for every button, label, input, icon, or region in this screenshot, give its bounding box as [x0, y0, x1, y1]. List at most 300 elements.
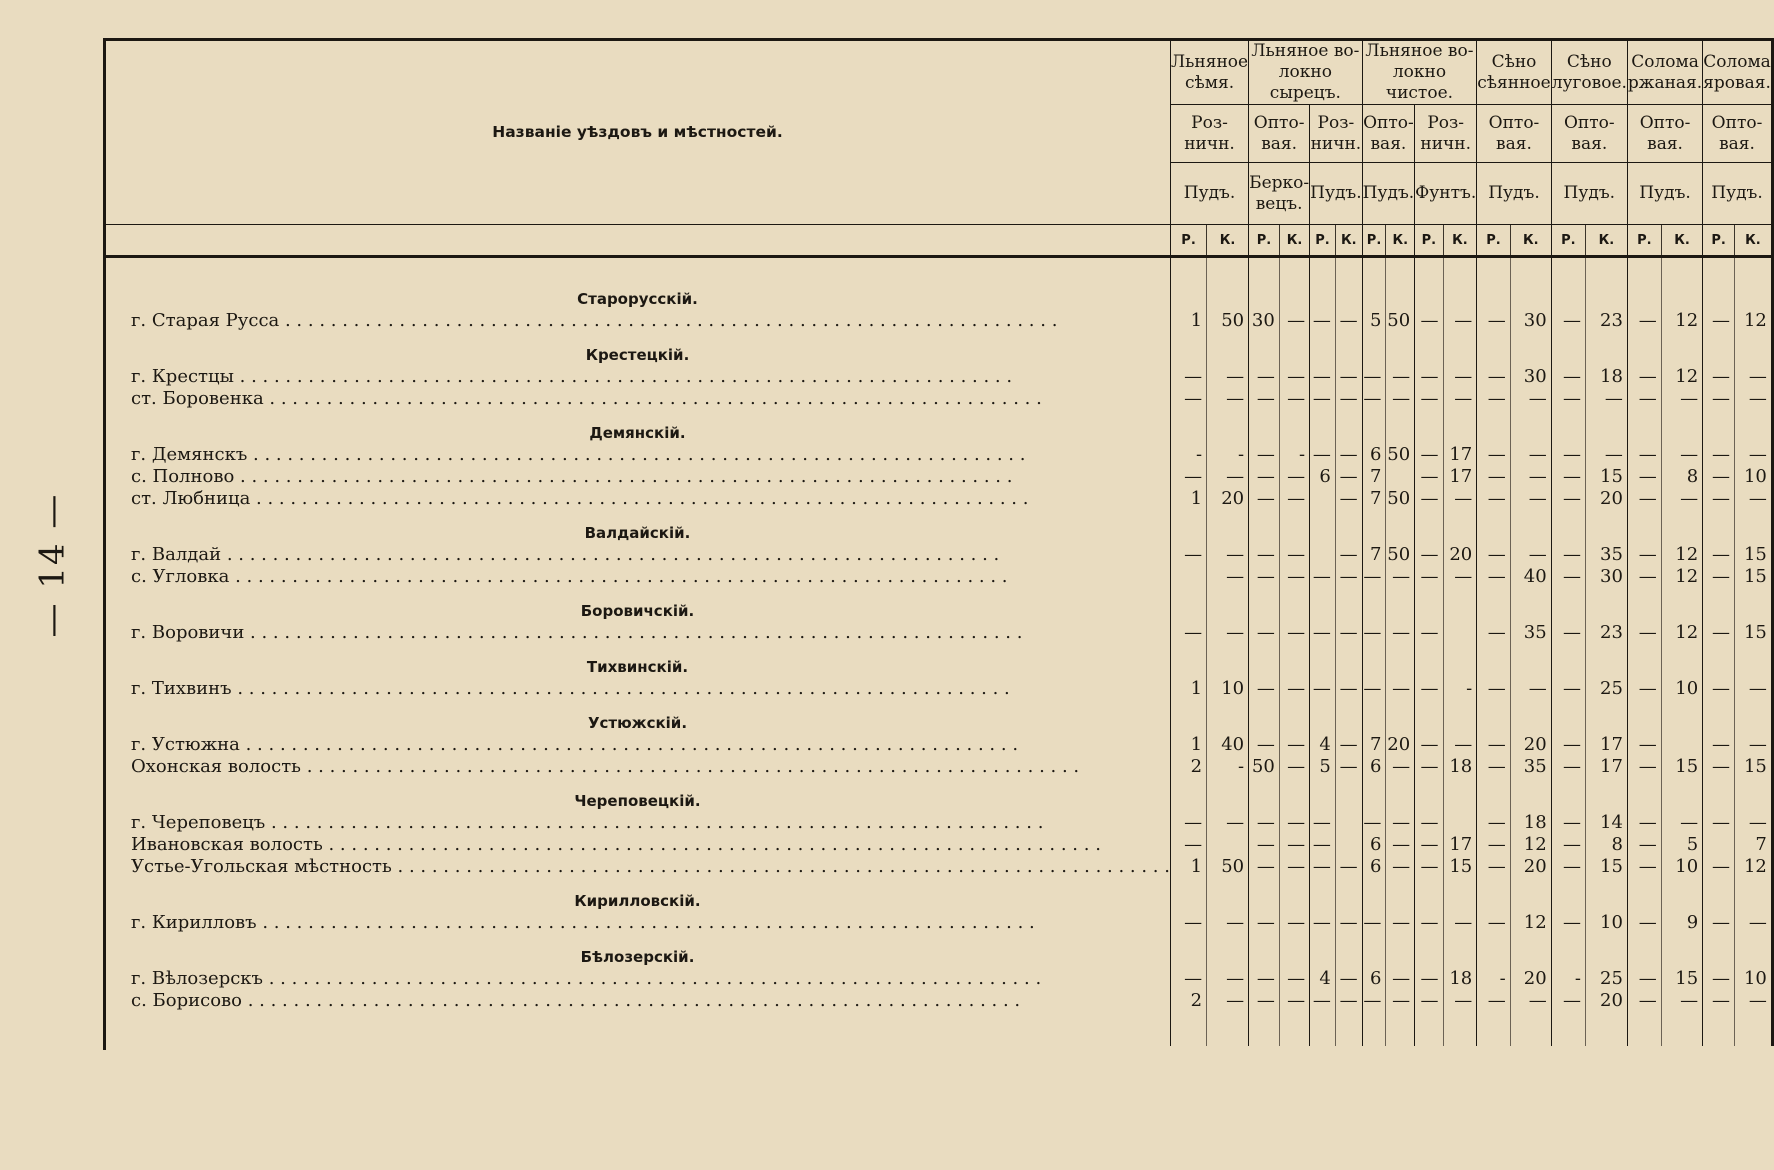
rub-cell — [1310, 878, 1336, 912]
place-name: ст. Любница . . . — [105, 488, 1170, 510]
rub-cell — [1249, 934, 1280, 968]
district-name: Валдайскій. — [584, 524, 691, 542]
kop-cell: — — [1735, 912, 1773, 934]
kop-cell: — — [1207, 466, 1249, 488]
rub-cell — [1551, 410, 1585, 444]
kop-cell: 15 — [1661, 756, 1702, 778]
kop-cell: — — [1443, 310, 1477, 332]
rub-cell: 5 — [1362, 310, 1386, 332]
rub-cell: 4 — [1310, 968, 1336, 990]
kop-cell: 5 — [1661, 834, 1702, 856]
kop-cell: — — [1279, 466, 1309, 488]
kop-cell — [1661, 510, 1702, 544]
rub-cell — [1703, 834, 1735, 856]
kop-cell: — — [1443, 990, 1477, 1012]
rub-cell — [1551, 510, 1585, 544]
kop-cell: 20 — [1207, 488, 1249, 510]
rub-cell: — — [1627, 566, 1661, 588]
kop-cell: — — [1735, 734, 1773, 756]
kop-cell: — — [1279, 388, 1309, 410]
kop-cell: — — [1661, 990, 1702, 1012]
kop-cell — [1386, 934, 1415, 968]
rub-cell: — — [1310, 834, 1336, 856]
rub-cell: — — [1362, 366, 1386, 388]
rub-cell: — — [1415, 544, 1443, 566]
kop-cell: — — [1386, 912, 1415, 934]
district-name: Старорусскій. — [577, 290, 698, 308]
rub-cell: — — [1477, 310, 1511, 332]
kop-cell — [1335, 834, 1362, 856]
spacer-cell — [1207, 257, 1249, 277]
rub-cell — [1477, 934, 1511, 968]
rub-cell: — — [1310, 812, 1336, 834]
kop-cell — [1735, 332, 1773, 366]
kop-cell — [1443, 410, 1477, 444]
district-name: Кирилловскій. — [574, 892, 701, 910]
rub-cell: 7 — [1362, 544, 1386, 566]
rub-cell: — — [1415, 734, 1443, 756]
rub-cell: — — [1627, 622, 1661, 644]
rub-cell: — — [1627, 678, 1661, 700]
kop-cell — [1279, 332, 1309, 366]
kop-cell — [1586, 934, 1628, 968]
name-column-header-blank — [105, 225, 1170, 257]
rub-cell: 7 — [1362, 734, 1386, 756]
product-header: Льняное сѣмя. — [1170, 40, 1248, 105]
rub-cell: — — [1310, 990, 1336, 1012]
rub-cell: — — [1249, 856, 1280, 878]
kop-cell — [1661, 410, 1702, 444]
rub-cell — [1415, 778, 1443, 812]
rub-cell: — — [1703, 812, 1735, 834]
kop-cell: — — [1386, 366, 1415, 388]
kop-cell — [1443, 622, 1477, 644]
rub-cell: — — [1703, 544, 1735, 566]
end-cell — [1279, 1012, 1309, 1046]
kop-cell — [1586, 778, 1628, 812]
kop-header: К. — [1335, 225, 1362, 257]
rub-cell — [1170, 878, 1206, 912]
kop-cell — [1443, 934, 1477, 968]
kop-header: К. — [1661, 225, 1702, 257]
rub-cell: — — [1415, 990, 1443, 1012]
rub-header: Р. — [1477, 225, 1511, 257]
kop-cell: - — [1443, 678, 1477, 700]
kop-cell — [1386, 410, 1415, 444]
rub-cell — [1170, 510, 1206, 544]
kop-cell: — — [1335, 544, 1362, 566]
rub-cell: 7 — [1362, 488, 1386, 510]
rub-cell: — — [1415, 678, 1443, 700]
district-row — [105, 934, 1772, 968]
kop-cell — [1279, 778, 1309, 812]
place-name: г. Кирилловъ . . . — [105, 912, 1170, 934]
rub-cell — [1551, 700, 1585, 734]
kop-cell — [1335, 510, 1362, 544]
rub-cell: — — [1310, 310, 1336, 332]
table-row — [105, 912, 1772, 934]
kop-cell — [1207, 700, 1249, 734]
kop-cell: — — [1279, 990, 1309, 1012]
district-name: Боровичскій. — [580, 602, 695, 620]
rub-cell: — — [1249, 566, 1280, 588]
kop-cell: 50 — [1386, 444, 1415, 466]
table-header — [105, 40, 1772, 257]
place-name: г. Демянскъ . . . — [105, 444, 1170, 466]
rub-cell: — — [1362, 812, 1386, 834]
kop-cell: 12 — [1510, 834, 1551, 856]
kop-cell: — — [1510, 544, 1551, 566]
rub-cell: 5 — [1310, 756, 1336, 778]
rub-cell — [1170, 934, 1206, 968]
kop-cell: 15 — [1735, 756, 1773, 778]
kop-cell: 30 — [1510, 310, 1551, 332]
rub-cell: — — [1551, 544, 1585, 566]
rub-cell — [1249, 410, 1280, 444]
rub-cell: — — [1415, 444, 1443, 466]
kop-cell — [1207, 588, 1249, 622]
district-row — [105, 410, 1772, 444]
unit-header: Пудъ. — [1310, 163, 1363, 225]
spacer-cell — [1443, 257, 1477, 277]
rub-cell — [1310, 410, 1336, 444]
kop-header: К. — [1207, 225, 1249, 257]
district-row — [105, 332, 1772, 366]
rub-cell — [1310, 488, 1336, 510]
unit-header: Пудъ. — [1170, 163, 1248, 225]
kop-cell: — — [1335, 856, 1362, 878]
rub-cell: — — [1627, 366, 1661, 388]
rub-cell — [1627, 332, 1661, 366]
rub-cell — [1551, 332, 1585, 366]
rub-cell — [1249, 878, 1280, 912]
unit-header: Пудъ. — [1362, 163, 1415, 225]
rub-cell: — — [1551, 990, 1585, 1012]
rub-cell — [1477, 510, 1511, 544]
rub-cell — [1170, 410, 1206, 444]
rub-cell: 30 — [1249, 310, 1280, 332]
end-cell — [1335, 1012, 1362, 1046]
kop-cell: — — [1386, 622, 1415, 644]
district-row — [105, 878, 1772, 912]
rub-cell: 1 — [1170, 310, 1206, 332]
rub-cell — [1703, 588, 1735, 622]
spacer-cell — [1661, 257, 1702, 277]
spacer-cell — [1477, 257, 1511, 277]
rub-cell: — — [1627, 310, 1661, 332]
kop-cell: 25 — [1586, 968, 1628, 990]
kop-cell: — — [1335, 968, 1362, 990]
kop-cell: — — [1735, 488, 1773, 510]
district-name: Череповецкій. — [574, 792, 701, 810]
kop-cell — [1386, 588, 1415, 622]
kop-cell: — — [1661, 388, 1702, 410]
table-row — [105, 990, 1772, 1012]
kop-cell: - — [1207, 444, 1249, 466]
kop-cell — [1279, 588, 1309, 622]
end-cell — [1627, 1012, 1661, 1046]
kop-cell: — — [1386, 812, 1415, 834]
spacer-cell — [1735, 257, 1773, 277]
kop-cell: 50 — [1386, 310, 1415, 332]
rub-cell — [1310, 332, 1336, 366]
kop-cell — [1735, 644, 1773, 678]
end-cell — [1586, 1012, 1628, 1046]
rub-cell: — — [1477, 678, 1511, 700]
rub-cell — [1249, 276, 1280, 310]
kop-cell — [1443, 588, 1477, 622]
district-name: Бѣлозерскій. — [580, 948, 695, 966]
rub-cell — [1703, 332, 1735, 366]
rub-cell — [1415, 410, 1443, 444]
kop-cell: 12 — [1661, 366, 1702, 388]
kop-cell — [1207, 934, 1249, 968]
kop-cell: — — [1386, 856, 1415, 878]
kop-cell: — — [1661, 812, 1702, 834]
district-row — [105, 778, 1772, 812]
kop-cell — [1335, 332, 1362, 366]
end-cell — [1661, 1012, 1702, 1046]
rub-cell: — — [1703, 968, 1735, 990]
kop-cell: — — [1279, 488, 1309, 510]
rub-cell — [1477, 644, 1511, 678]
end-cell — [1362, 1012, 1386, 1046]
rub-cell — [1477, 588, 1511, 622]
kop-cell — [1386, 276, 1415, 310]
kop-cell: 18 — [1443, 968, 1477, 990]
rub-cell: — — [1477, 990, 1511, 1012]
end-cell — [1249, 1012, 1280, 1046]
rub-cell: — — [1170, 544, 1206, 566]
kop-cell: — — [1386, 834, 1415, 856]
spacer-cell — [1170, 257, 1206, 277]
kop-cell: 17 — [1443, 834, 1477, 856]
place-name: с. Угловка . . . — [105, 566, 1170, 588]
spacer-cell — [1386, 257, 1415, 277]
district-row — [105, 644, 1772, 678]
rub-cell: - — [1477, 968, 1511, 990]
rub-cell: — — [1415, 756, 1443, 778]
rub-cell — [1627, 276, 1661, 310]
kop-cell — [1207, 834, 1249, 856]
table-row — [105, 812, 1772, 834]
product-header: Солома яровая. — [1703, 40, 1773, 105]
rub-cell: — — [1415, 388, 1443, 410]
rub-cell: 6 — [1362, 444, 1386, 466]
rub-cell — [1310, 276, 1336, 310]
end-cell — [1735, 1012, 1773, 1046]
kop-cell: — — [1510, 678, 1551, 700]
kop-cell: — — [1335, 990, 1362, 1012]
kop-cell — [1207, 332, 1249, 366]
kop-cell — [1335, 778, 1362, 812]
rub-cell — [1477, 410, 1511, 444]
rub-cell: 7 — [1362, 466, 1386, 488]
kop-cell — [1443, 778, 1477, 812]
rub-cell: — — [1551, 856, 1585, 878]
kop-cell — [1207, 510, 1249, 544]
rub-cell — [1310, 510, 1336, 544]
spacer-cell — [1249, 257, 1280, 277]
kop-cell — [1586, 644, 1628, 678]
rub-cell: — — [1703, 990, 1735, 1012]
kop-cell — [1586, 588, 1628, 622]
kop-cell: 23 — [1586, 622, 1628, 644]
kop-cell: 50 — [1207, 856, 1249, 878]
kop-cell: 15 — [1586, 856, 1628, 878]
rub-cell: — — [1627, 990, 1661, 1012]
rub-cell — [1551, 588, 1585, 622]
spacer-cell — [1279, 257, 1309, 277]
district-name: Демянскій. — [589, 424, 686, 442]
rub-cell: — — [1703, 310, 1735, 332]
rub-cell — [1703, 778, 1735, 812]
rub-cell — [1415, 276, 1443, 310]
rub-cell: 1 — [1170, 734, 1206, 756]
rub-cell: — — [1477, 544, 1511, 566]
kop-cell — [1335, 588, 1362, 622]
kop-cell — [1386, 778, 1415, 812]
kop-cell: — — [1443, 912, 1477, 934]
kop-cell: 12 — [1661, 566, 1702, 588]
kop-cell: 50 — [1386, 488, 1415, 510]
kop-cell: — — [1335, 488, 1362, 510]
rub-header: Р. — [1249, 225, 1280, 257]
rub-cell: — — [1170, 834, 1206, 856]
kop-cell: — — [1207, 812, 1249, 834]
kop-cell: — — [1386, 566, 1415, 588]
table-row — [105, 968, 1772, 990]
kop-cell: — — [1735, 444, 1773, 466]
kop-cell — [1279, 934, 1309, 968]
kop-cell: 17 — [1443, 444, 1477, 466]
kop-cell — [1443, 510, 1477, 544]
place-name: Охонская волость . . . — [105, 756, 1170, 778]
kop-cell: 10 — [1661, 678, 1702, 700]
rub-cell — [1627, 510, 1661, 544]
spacer-cell — [1627, 257, 1661, 277]
kop-cell — [1735, 778, 1773, 812]
kop-cell: — — [1386, 388, 1415, 410]
rub-cell — [1249, 644, 1280, 678]
kop-header: К. — [1386, 225, 1415, 257]
rub-cell: — — [1703, 856, 1735, 878]
rub-cell: 6 — [1362, 856, 1386, 878]
kop-cell — [1335, 878, 1362, 912]
rub-cell: — — [1170, 366, 1206, 388]
rub-cell: — — [1362, 388, 1386, 410]
kop-cell: 15 — [1443, 856, 1477, 878]
kop-cell — [1586, 700, 1628, 734]
end-cell — [1170, 1012, 1206, 1046]
rub-cell: — — [1310, 678, 1336, 700]
rub-cell: — — [1415, 488, 1443, 510]
kop-header: К. — [1279, 225, 1309, 257]
rub-cell — [1415, 700, 1443, 734]
kop-cell — [1335, 276, 1362, 310]
rub-header: Р. — [1170, 225, 1206, 257]
place-name: с. Полново . . . — [105, 466, 1170, 488]
kop-cell: 17 — [1586, 734, 1628, 756]
kop-cell — [1510, 410, 1551, 444]
rub-cell: — — [1551, 756, 1585, 778]
kop-cell: 10 — [1735, 968, 1773, 990]
rub-cell — [1415, 644, 1443, 678]
rub-cell: — — [1415, 310, 1443, 332]
rub-cell — [1310, 644, 1336, 678]
rub-cell: — — [1310, 622, 1336, 644]
place-name: г. Валдай . . . — [105, 544, 1170, 566]
kop-cell: — — [1279, 756, 1309, 778]
kop-cell — [1586, 878, 1628, 912]
end-cell — [1386, 1012, 1415, 1046]
kop-cell: 10 — [1586, 912, 1628, 934]
rub-cell — [1362, 588, 1386, 622]
rub-cell: — — [1415, 622, 1443, 644]
kop-cell — [1335, 700, 1362, 734]
kop-cell: — — [1335, 756, 1362, 778]
kop-cell: — — [1207, 388, 1249, 410]
kop-cell — [1586, 276, 1628, 310]
kop-cell: — — [1279, 834, 1309, 856]
kop-cell: 35 — [1586, 544, 1628, 566]
name-column-header: Названіе уѣздовъ и мѣстностей. — [105, 40, 1170, 225]
rub-cell: — — [1415, 812, 1443, 834]
kop-cell: — — [1335, 466, 1362, 488]
rub-cell: — — [1703, 566, 1735, 588]
unit-header: Пудъ. — [1703, 163, 1773, 225]
rub-cell: — — [1551, 444, 1585, 466]
rub-cell: — — [1362, 990, 1386, 1012]
rub-cell — [1362, 276, 1386, 310]
rub-cell: — — [1477, 488, 1511, 510]
table-row — [105, 366, 1772, 388]
kop-cell — [1207, 778, 1249, 812]
kop-cell: — — [1443, 366, 1477, 388]
kop-cell: 17 — [1586, 756, 1628, 778]
kop-cell: — — [1386, 756, 1415, 778]
rub-cell: — — [1477, 566, 1511, 588]
kop-cell: — — [1279, 812, 1309, 834]
kop-cell — [1207, 276, 1249, 310]
rub-cell — [1627, 878, 1661, 912]
kop-cell: — — [1335, 566, 1362, 588]
rub-cell: — — [1703, 734, 1735, 756]
rub-header: Р. — [1551, 225, 1585, 257]
rub-cell: — — [1477, 466, 1511, 488]
rub-cell: - — [1170, 444, 1206, 466]
kop-cell — [1735, 700, 1773, 734]
district-name: Крестецкій. — [585, 346, 690, 364]
kop-cell — [1510, 700, 1551, 734]
kop-cell — [1510, 276, 1551, 310]
rub-cell: — — [1170, 622, 1206, 644]
rub-cell: — — [1703, 912, 1735, 934]
kop-cell — [1207, 410, 1249, 444]
rub-cell — [1415, 878, 1443, 912]
kop-cell: - — [1279, 444, 1309, 466]
unit-header: Берко-вецъ. — [1249, 163, 1310, 225]
rub-cell: — — [1477, 444, 1511, 466]
rub-cell: — — [1551, 310, 1585, 332]
rub-cell — [1477, 276, 1511, 310]
kop-cell: — — [1735, 678, 1773, 700]
rub-cell — [1703, 276, 1735, 310]
kop-cell: — — [1661, 488, 1702, 510]
rub-cell — [1362, 332, 1386, 366]
rub-cell — [1362, 700, 1386, 734]
kop-cell — [1586, 332, 1628, 366]
